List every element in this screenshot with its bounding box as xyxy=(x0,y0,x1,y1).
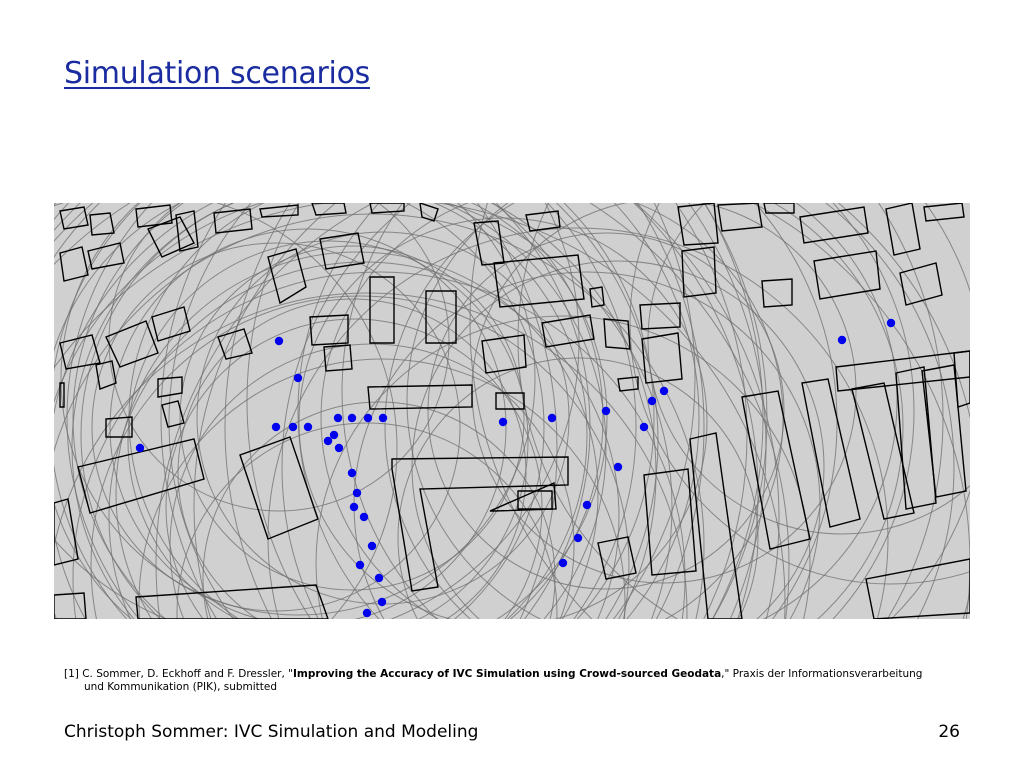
vehicle-dot xyxy=(364,414,372,422)
vehicle-dot xyxy=(375,574,383,582)
vehicle-dot xyxy=(272,423,280,431)
vehicle-dot xyxy=(360,513,368,521)
vehicle-dot xyxy=(602,407,610,415)
footnote-suffix: ," Praxis der Informationsverarbeitung xyxy=(721,668,923,680)
footer-author: Christoph Sommer: IVC Simulation and Modeling xyxy=(64,722,479,742)
vehicle-dot xyxy=(548,414,556,422)
vehicle-dot xyxy=(614,463,622,471)
simulation-map xyxy=(54,203,970,619)
vehicle-dot xyxy=(499,418,507,426)
simulation-map-figure xyxy=(54,203,970,619)
slide-title: Simulation scenarios xyxy=(64,56,370,91)
vehicle-dot xyxy=(275,337,283,345)
vehicle-dot xyxy=(324,437,332,445)
vehicle-dot xyxy=(363,609,371,617)
vehicle-dot xyxy=(334,414,342,422)
vehicle-dot xyxy=(378,598,386,606)
vehicle-dot xyxy=(294,374,302,382)
footnote-prefix: [1] C. Sommer, D. Eckhoff and F. Dressler, " xyxy=(64,668,294,680)
vehicle-dot xyxy=(574,534,582,542)
footnote-citation xyxy=(64,668,964,694)
vehicle-dot xyxy=(559,559,567,567)
vehicle-dot xyxy=(583,501,591,509)
vehicle-dot xyxy=(335,444,343,452)
page-number: 26 xyxy=(938,722,960,742)
vehicle-dot xyxy=(330,431,338,439)
vehicle-dot xyxy=(289,423,297,431)
map-background xyxy=(54,203,970,619)
vehicle-dot xyxy=(356,561,364,569)
vehicle-dot xyxy=(640,423,648,431)
vehicle-dot xyxy=(838,336,846,344)
vehicle-dot xyxy=(136,444,144,452)
vehicle-dot xyxy=(350,503,358,511)
vehicle-dot xyxy=(648,397,656,405)
vehicle-dot xyxy=(348,469,356,477)
vehicle-dot xyxy=(348,414,356,422)
vehicle-dot xyxy=(379,414,387,422)
vehicle-dot xyxy=(660,387,668,395)
vehicle-dot xyxy=(304,423,312,431)
vehicle-dot xyxy=(368,542,376,550)
vehicle-dot xyxy=(887,319,895,327)
footnote-paper-title: Improving the Accuracy of IVC Simulation using Crowd-sourced Geodata xyxy=(293,668,722,680)
footnote-line-2: und Kommunikation (PIK), submitted xyxy=(84,681,278,693)
vehicle-dot xyxy=(353,489,361,497)
